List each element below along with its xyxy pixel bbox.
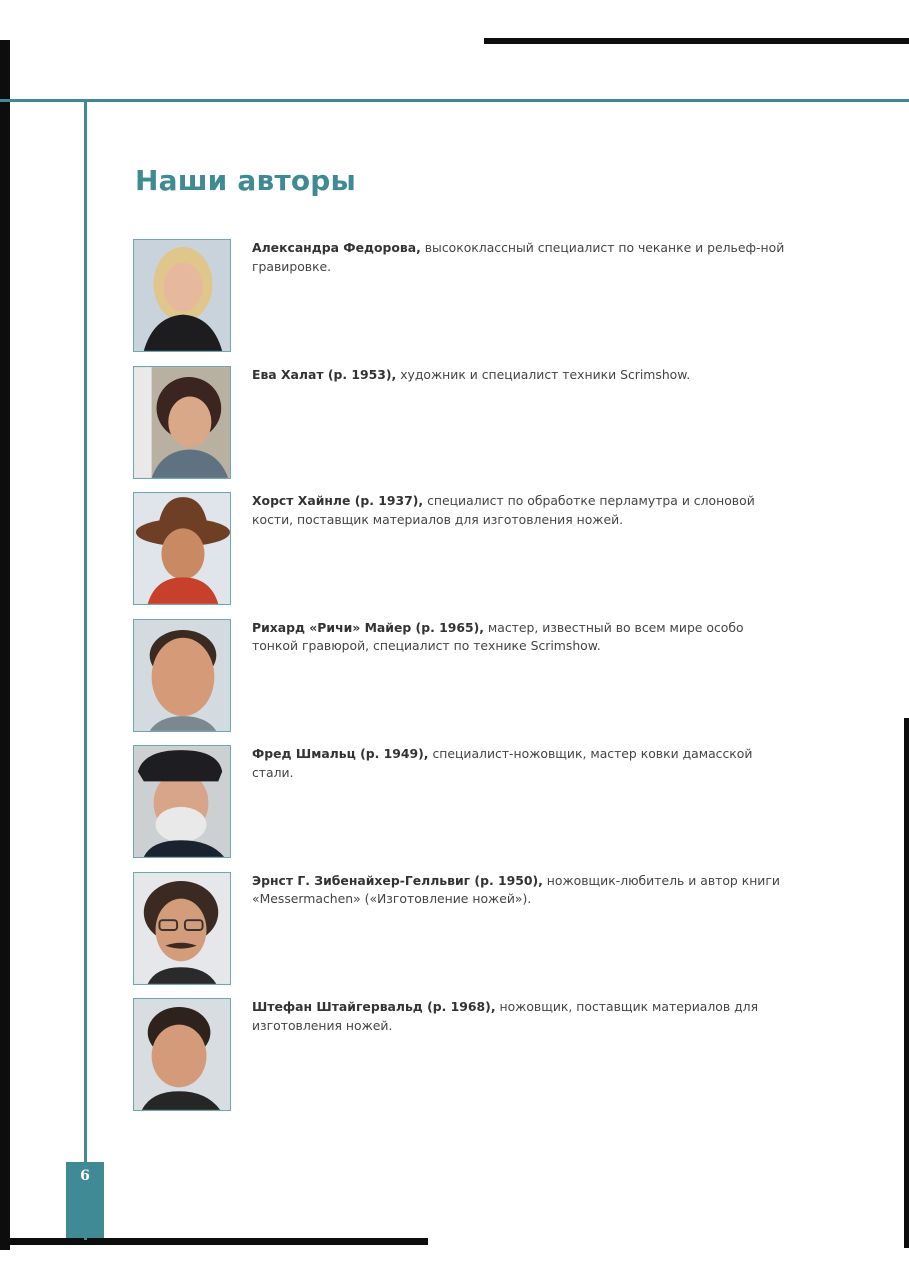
portrait-man-glasses-icon — [134, 873, 230, 984]
author-description — [252, 745, 792, 782]
author-entry — [133, 745, 793, 859]
author-bio: высококлассный специалист по чеканке и рельеф-ной гравировке. — [252, 240, 785, 274]
portrait-woman-blonde-icon — [134, 240, 230, 351]
author-entry — [133, 239, 793, 353]
author-description — [252, 366, 792, 385]
author-bio: ножовщик, поставщик материалов для изготовления ножей. — [252, 999, 759, 1033]
author-name: Эрнст Г. Зибенайхер-Гелльвиг (р. 1950), — [252, 872, 543, 888]
portrait-woman-dark-hair-icon — [134, 367, 230, 478]
author-entry — [133, 998, 793, 1112]
page-number-tab — [66, 1162, 104, 1238]
scan-edge-right — [904, 718, 909, 1248]
author-bio: специалист по обработке перламутра и слоновой кости, поставщик материалов для изготовления ножей. — [252, 493, 755, 527]
author-photo — [133, 366, 231, 479]
author-list — [133, 239, 793, 1125]
author-name: Хорст Хайнле (р. 1937), — [252, 493, 424, 508]
author-bio: мастер, известный во всем мире особо тонкой гравюрой, специалист по технике Scrimshow. — [252, 619, 744, 653]
author-name: Рихард «Ричи» Майер (р. 1965), — [252, 619, 484, 635]
portrait-man-cowboy-hat-icon — [134, 493, 230, 604]
scan-edge-top — [484, 38, 909, 44]
author-entry — [133, 366, 793, 480]
author-bio: специалист-ножовщик, мастер ковки дамасской стали. — [252, 746, 753, 780]
author-name: Ева Халат (р. 1953), — [252, 366, 397, 382]
author-description — [252, 998, 792, 1035]
author-photo — [133, 998, 231, 1111]
author-photo — [133, 619, 231, 732]
author-name: Штефан Штайгервальд (р. 1968), — [252, 999, 496, 1014]
margin-rule — [84, 100, 87, 1240]
header-rule — [0, 99, 909, 102]
author-entry — [133, 619, 793, 733]
portrait-man-icon — [134, 620, 230, 731]
author-name: Фред Шмальц (р. 1949), — [252, 746, 429, 761]
scan-edge-bottom — [0, 1238, 428, 1245]
author-photo — [133, 872, 231, 985]
author-entry — [133, 872, 793, 986]
page-title: Наши авторы — [135, 164, 357, 197]
author-bio: художник и специалист техники Scrimshow. — [396, 366, 691, 382]
author-photo — [133, 239, 231, 352]
author-entry — [133, 492, 793, 606]
author-photo — [133, 492, 231, 605]
scan-edge-left — [0, 40, 10, 1250]
author-description — [252, 239, 792, 276]
author-description — [252, 492, 792, 529]
author-description — [252, 619, 792, 656]
author-bio: ножовщик-любитель и автор книги «Messermachen» («Изготовление ножей»). — [252, 872, 780, 906]
author-photo — [133, 745, 231, 858]
author-description — [252, 872, 792, 909]
portrait-man-smiling-icon — [134, 999, 230, 1110]
page-number: 6 — [80, 1168, 90, 1184]
author-name: Александра Федорова, — [252, 240, 421, 255]
portrait-man-captain-cap-icon — [134, 746, 230, 857]
